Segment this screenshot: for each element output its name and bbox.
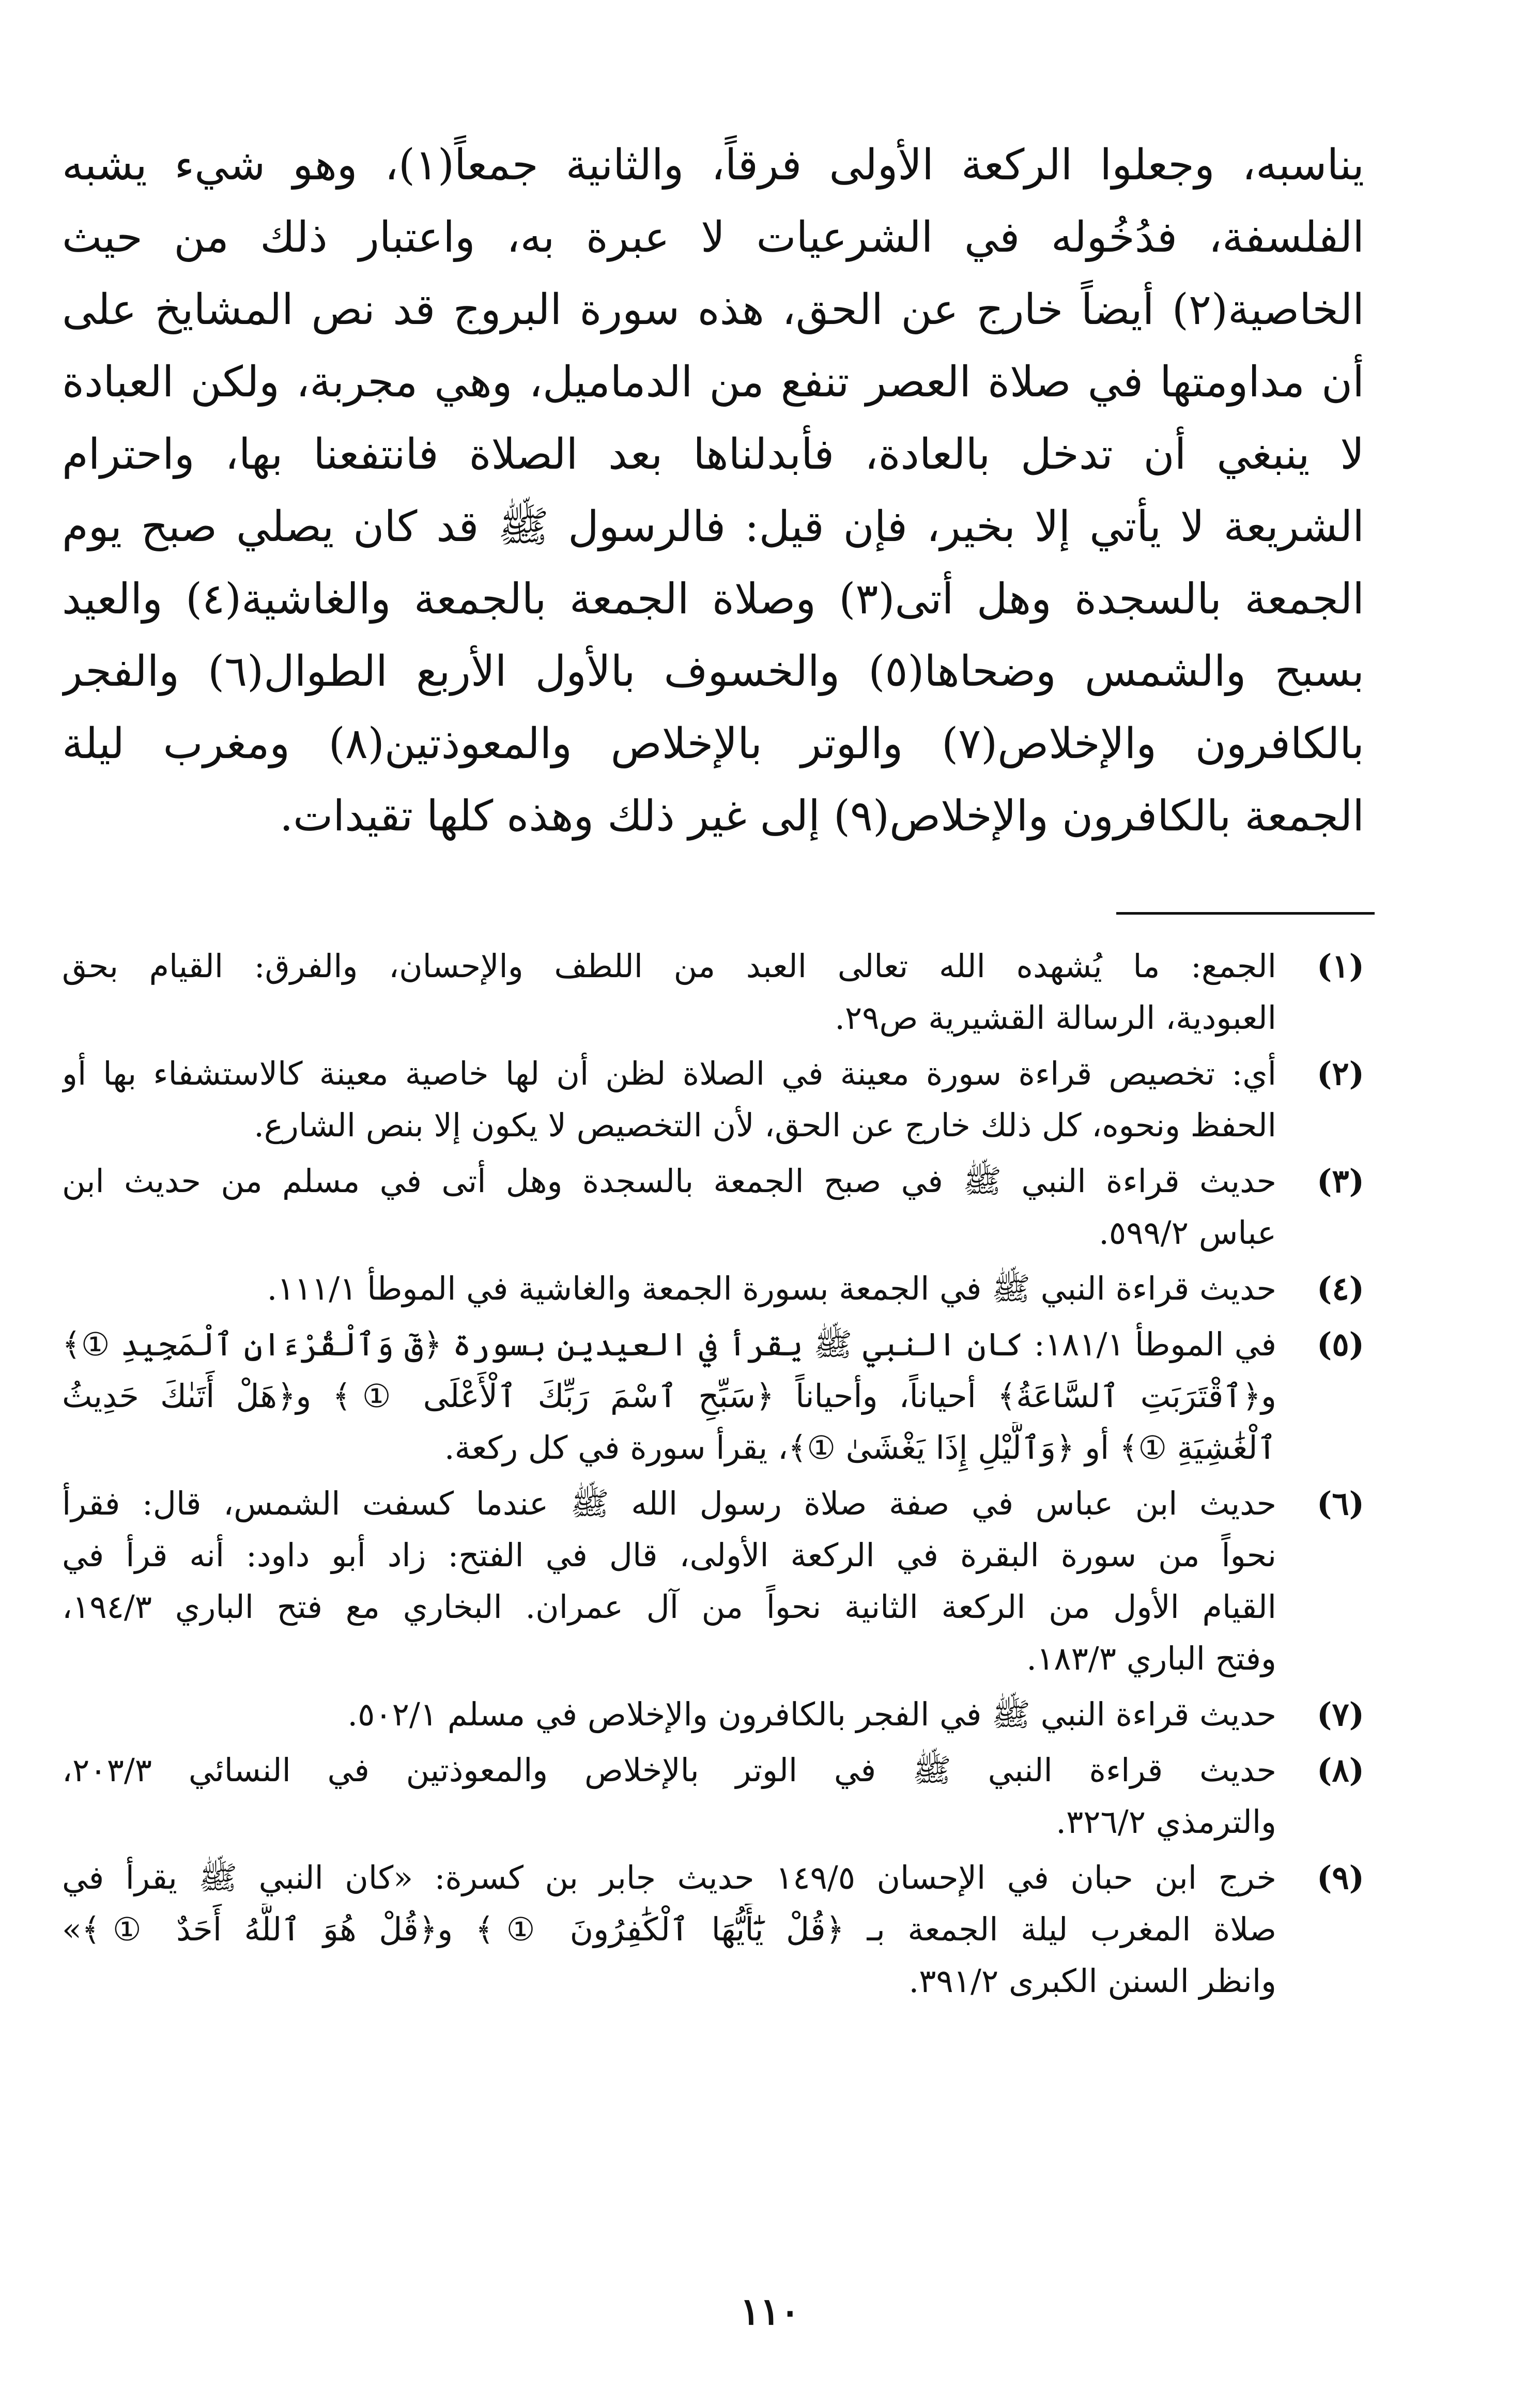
main-body-text	[62, 129, 1364, 853]
footnote	[62, 1852, 1364, 2007]
footnote-line: نحواً من سورة البقرة في الركعة الأولى، قال في الفتح: زاد أبو داود: أنه قرأ في	[62, 1536, 1276, 1574]
footnote	[62, 1319, 1364, 1474]
footnote-line: والترمذي ٣٢٦/٢.	[1056, 1803, 1276, 1841]
body-line: بالكافرون والإخلاص(٧) والوتر بالإخلاص والمعوذتين(٨) ومغرب ليلة	[62, 719, 1364, 768]
footnote	[62, 1263, 1364, 1315]
footnote-number: (١)	[1317, 947, 1364, 985]
footnote-number: (٤)	[1317, 1270, 1364, 1307]
footnote-separator	[1116, 912, 1375, 915]
footnote-number: (٦)	[1317, 1485, 1364, 1522]
footnote-line: خرج ابن حبان في الإحسان ١٤٩/٥ حديث جابر بن كسرة: «كان النبي ﷺ يقرأ في	[62, 1859, 1276, 1896]
footnote	[62, 1745, 1364, 1848]
footnote-number: (٣)	[1317, 1162, 1364, 1200]
footnote-number: (٩)	[1317, 1859, 1364, 1896]
footnote-line: و﴿ٱقْتَرَبَتِ ٱلسَّاعَةُ﴾ أحياناً، وأحياناً ﴿سَبِّحِ ٱسْمَ رَبِّكَ ٱلْأَعْلَى ①﴾ و﴿هَلْ أَتَىٰكَ حَدِيثُ	[62, 1377, 1276, 1415]
footnote-line: حديث ابن عباس في صفة صلاة رسول الله ﷺ عندما كسفت الشمس، قال: فقرأ	[62, 1485, 1276, 1522]
footnote-line: الجمع: ما يُشهده الله تعالى العبد من اللطف والإحسان، والفرق: القيام بحق	[62, 947, 1276, 985]
footnote	[62, 1155, 1364, 1259]
body-line: الفلسفة، فدُخُوله في الشرعيات لا عبرة به، واعتبار ذلك من حيث	[62, 213, 1364, 262]
footnote-number: (٧)	[1317, 1695, 1364, 1733]
body-line: أن مداومتها في صلاة العصر تنفع من الدماميل، وهي مجربة، ولكن العبادة	[62, 358, 1364, 407]
footnote-line: أي: تخصيص قراءة سورة معينة في الصلاة لظن أن لها خاصية معينة كالاستشفاء بها أو	[62, 1055, 1276, 1092]
footnote-number: (٨)	[1317, 1751, 1364, 1789]
footnote-line: عباس ٥٩٩/٢.	[1099, 1214, 1276, 1252]
footnote-line: وفتح الباري ١٨٣/٣.	[1026, 1640, 1276, 1677]
footnote-line: حديث قراءة النبي ﷺ في الوتر بالإخلاص والمعوذتين في النسائي ٢٠٣/٣،	[62, 1751, 1276, 1789]
footnote-line: حديث قراءة النبي ﷺ في صبح الجمعة بالسجدة وهل أتى في مسلم من حديث ابن	[62, 1162, 1276, 1200]
footnote-line: في الموطأ ١٨١/١: كان النبي ﷺ يقرأ في العيدين بسورة ﴿قٓ وَٱلْقُرْءَانِ ٱلْمَجِيدِ ①﴾	[62, 1325, 1276, 1363]
footnote-number: (٥)	[1317, 1325, 1364, 1363]
body-line: الجمعة بالسجدة وهل أتى(٣) وصلاة الجمعة بالجمعة والغاشية(٤) والعيد	[62, 575, 1364, 624]
footnote-line: حديث قراءة النبي ﷺ في الفجر بالكافرون والإخلاص في مسلم ٥٠٢/١.	[347, 1695, 1276, 1733]
footnote	[62, 940, 1364, 1044]
body-line: لا ينبغي أن تدخل بالعادة، فأبدلناها بعد الصلاة فانتفعنا بها، واحترام	[62, 430, 1364, 479]
body-line: يناسبه، وجعلوا الركعة الأولى فرقاً، والثانية جمعاً(١)، وهو شيء يشبه	[62, 141, 1364, 190]
footnote-line: صلاة المغرب ليلة الجمعة بـ ﴿قُلْ يَٰٓأَيُّهَا ٱلْكَٰفِرُونَ ①﴾ و﴿قُلْ هُوَ ٱللَّهُ أَحَدٌ ①﴾»	[62, 1910, 1276, 1948]
body-line: الشريعة لا يأتي إلا بخير، فإن قيل: فالرسول ﷺ قد كان يصلي صبح يوم	[62, 502, 1364, 551]
footnotes	[62, 940, 1364, 2011]
footnote-line: ٱلْغَٰشِيَةِ ①﴾ أو ﴿وَٱلَّيْلِ إِذَا يَغْشَىٰ ①﴾، يقرأ سورة في كل ركعة.	[444, 1429, 1276, 1467]
body-line: بسبح والشمس وضحاها(٥) والخسوف بالأول الأربع الطوال(٦) والفجر	[62, 647, 1364, 696]
footnote-line: العبودية، الرسالة القشيرية ص٢٩.	[835, 999, 1276, 1037]
footnote	[62, 1048, 1364, 1151]
footnote	[62, 1478, 1364, 1685]
body-line: الجمعة بالكافرون والإخلاص(٩) إلى غير ذلك وهذه كلها تقيدات.	[280, 792, 1364, 841]
footnote-line: القيام الأول من الركعة الثانية نحواً من آل عمران. البخاري مع فتح الباري ١٩٤/٣،	[62, 1588, 1276, 1626]
footnote-line: الحفظ ونحوه، كل ذلك خارج عن الحق، لأن التخصيص لا يكون إلا بنص الشارع.	[254, 1106, 1276, 1144]
footnote	[62, 1689, 1364, 1740]
page-number: ١١٠	[740, 2289, 800, 2333]
body-line: الخاصية(٢) أيضاً خارج عن الحق، هذه سورة البروج قد نص المشايخ على	[62, 285, 1364, 334]
footnote-line: وانظر السنن الكبرى ٣٩١/٢.	[908, 1962, 1276, 2000]
footnote-line: حديث قراءة النبي ﷺ في الجمعة بسورة الجمعة والغاشية في الموطأ ١١١/١.	[267, 1270, 1276, 1307]
footnote-number: (٢)	[1317, 1055, 1364, 1092]
